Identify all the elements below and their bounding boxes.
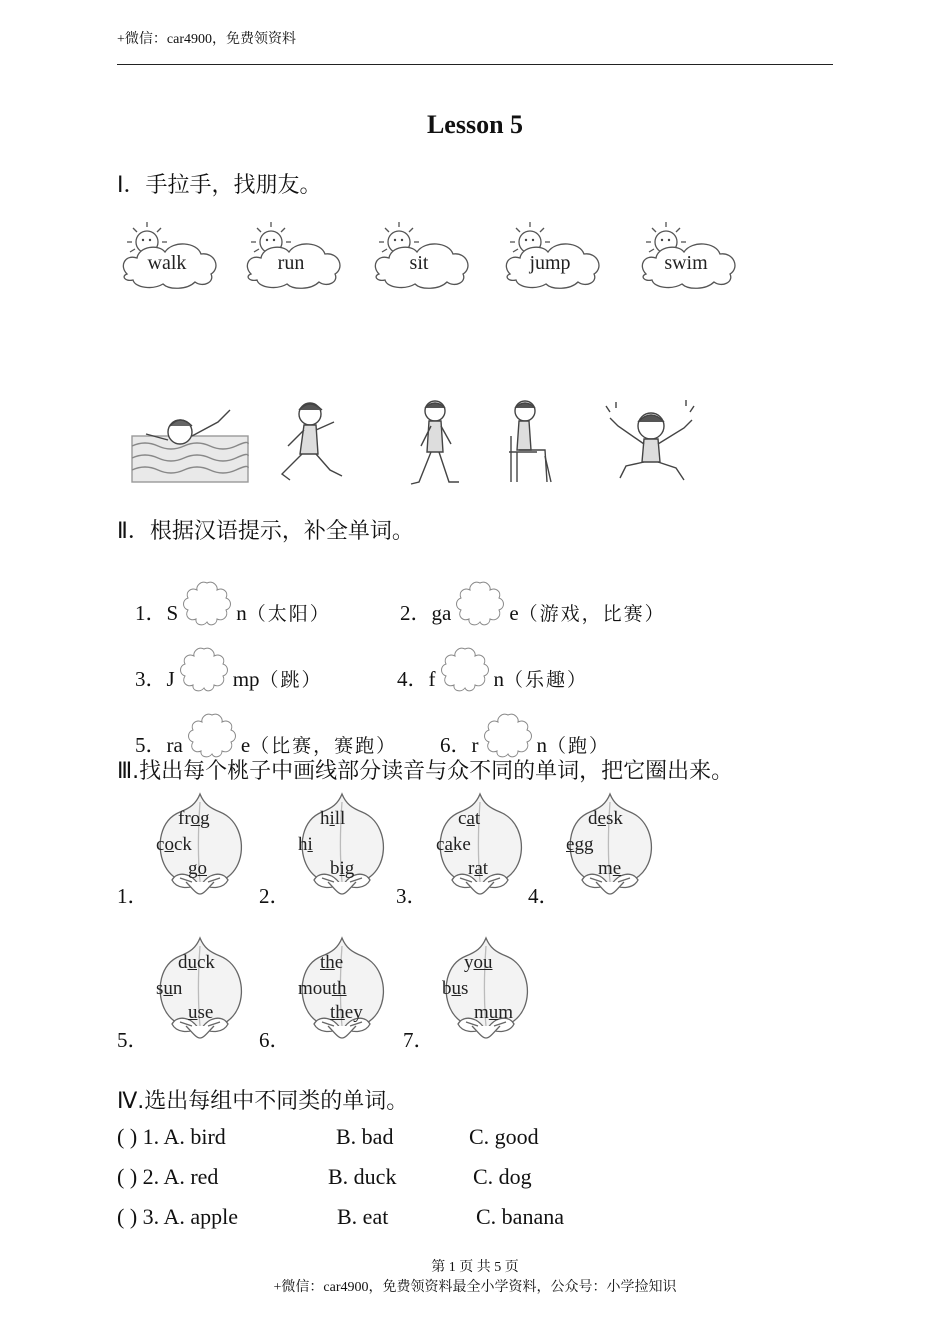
peach-word[interactable]: hill (320, 808, 346, 829)
blank-flower-icon[interactable] (440, 646, 490, 692)
word-suffix: e (240, 733, 251, 757)
peach-word[interactable]: go (188, 858, 207, 879)
page-number: 第 1 页 共 5 页 (431, 1260, 519, 1275)
blank-flower-icon[interactable] (182, 580, 232, 626)
word-prefix: r (471, 733, 479, 757)
cloud-word-jump[interactable] (500, 216, 600, 288)
peach-word[interactable]: sun (156, 978, 183, 999)
choice-row-3 (117, 1204, 817, 1234)
peach-word[interactable]: they (330, 1002, 363, 1023)
peach-number: 2． (259, 884, 291, 908)
peach-word[interactable]: frog (178, 808, 210, 829)
running-boy-picture[interactable] (270, 396, 390, 491)
peach-7 (438, 934, 578, 1054)
chinese-hint: （跳） (259, 669, 323, 691)
cloud-word-label: walk (147, 252, 187, 274)
cloud-word-label: swim (664, 252, 708, 274)
chinese-hint: （比赛，赛跑） (250, 735, 398, 757)
cloud-word-run[interactable] (241, 216, 341, 288)
footer-note: +微信：car4900，免费领资料最全小学资料，公众号：小学捡知识 (273, 1280, 677, 1295)
choice-c[interactable]: C. dog (473, 1164, 532, 1189)
fill-item-3 (135, 646, 323, 693)
peach-word[interactable]: duck (178, 952, 215, 973)
word-prefix: f (428, 667, 436, 691)
header-note: +微信：car4900，免费领资料 (117, 32, 296, 47)
blank-flower-icon[interactable] (455, 580, 505, 626)
cloud-word-swim[interactable] (636, 216, 736, 288)
word-suffix: e (509, 601, 519, 625)
peach-word[interactable]: the (320, 952, 344, 973)
fill-item-6 (440, 712, 610, 759)
choice-a[interactable]: ( ) 1. A. bird (117, 1124, 226, 1149)
word-prefix: ga (431, 601, 452, 625)
peach-word[interactable]: bus (442, 978, 469, 999)
header-divider (117, 64, 833, 65)
fill-item-5 (135, 712, 397, 759)
blank-flower-icon[interactable] (187, 712, 237, 758)
choice-row-1 (117, 1124, 817, 1154)
choice-a[interactable]: ( ) 2. A. red (117, 1164, 219, 1189)
item-number: 1． (135, 601, 167, 625)
choice-a[interactable]: ( ) 3. A. apple (117, 1204, 238, 1229)
choice-row-2 (117, 1164, 817, 1194)
peach-word[interactable]: hi (298, 834, 313, 855)
cloud-word-label: jump (529, 252, 571, 274)
item-number: 3． (135, 667, 167, 691)
peach-word[interactable]: rat (468, 858, 489, 879)
section2-heading: Ⅱ．根据汉语提示，补全单词。 (117, 519, 414, 544)
fill-item-2 (400, 580, 666, 627)
word-prefix: ra (166, 733, 183, 757)
word-suffix: n (236, 601, 247, 625)
blank-flower-icon[interactable] (179, 646, 229, 692)
chinese-hint: （太阳） (246, 603, 331, 625)
word-prefix: J (166, 667, 175, 691)
peach-number: 3． (396, 884, 428, 908)
peach-word[interactable]: use (188, 1002, 214, 1023)
cloud-word-walk[interactable] (117, 216, 217, 288)
peach-word[interactable]: you (464, 952, 493, 973)
item-number: 2． (400, 601, 432, 625)
word-suffix: n (493, 667, 504, 691)
peach-word[interactable]: cat (458, 808, 481, 829)
peach-word[interactable]: egg (566, 834, 594, 855)
word-suffix: n (536, 733, 547, 757)
choice-c[interactable]: C. good (469, 1124, 539, 1149)
choice-b[interactable]: B. eat (337, 1204, 389, 1229)
choice-b[interactable]: B. duck (328, 1164, 397, 1189)
peach-word[interactable]: cock (156, 834, 192, 855)
peach-word[interactable]: desk (588, 808, 623, 829)
chinese-hint: （乐趣） (504, 669, 589, 691)
peach-number: 7． (403, 1028, 435, 1052)
choice-b[interactable]: B. bad (336, 1124, 394, 1149)
section3-heading: Ⅲ.找出每个桃子中画线部分读音与众不同的单词，把它圈出来。 (117, 759, 734, 784)
chinese-hint: （游戏，比赛） (518, 603, 666, 625)
peach-number: 4． (528, 884, 560, 908)
swimming-boy-picture[interactable] (130, 396, 250, 491)
peach-word[interactable]: mum (474, 1002, 514, 1023)
blank-flower-icon[interactable] (483, 712, 533, 758)
item-number: 5． (135, 733, 167, 757)
word-suffix: mp (232, 667, 260, 691)
fill-item-4 (397, 646, 588, 693)
peach-word[interactable]: big (330, 858, 355, 879)
section4-heading: Ⅳ.选出每组中不同类的单词。 (117, 1089, 409, 1114)
choice-c[interactable]: C. banana (476, 1204, 564, 1229)
peach-word[interactable]: cake (436, 834, 471, 855)
fill-item-1 (135, 580, 331, 627)
peach-number: 1． (117, 884, 149, 908)
cloud-word-sit[interactable] (369, 216, 469, 288)
peach-number: 5． (117, 1028, 149, 1052)
section1-heading: I．手拉手，找朋友。 (117, 173, 322, 198)
word-prefix: S (166, 601, 179, 625)
cloud-word-label: run (277, 252, 305, 274)
item-number: 6． (440, 733, 472, 757)
page-title: Lesson 5 (426, 110, 524, 139)
peach-word[interactable]: mouth (298, 978, 347, 999)
peach-number: 6． (259, 1028, 291, 1052)
item-number: 4． (397, 667, 429, 691)
cloud-word-label: sit (409, 252, 429, 274)
jumping-boy-picture[interactable] (596, 396, 716, 491)
peach-4 (562, 790, 702, 910)
peach-word[interactable]: me (598, 858, 622, 879)
chinese-hint: （跑） (547, 735, 611, 757)
